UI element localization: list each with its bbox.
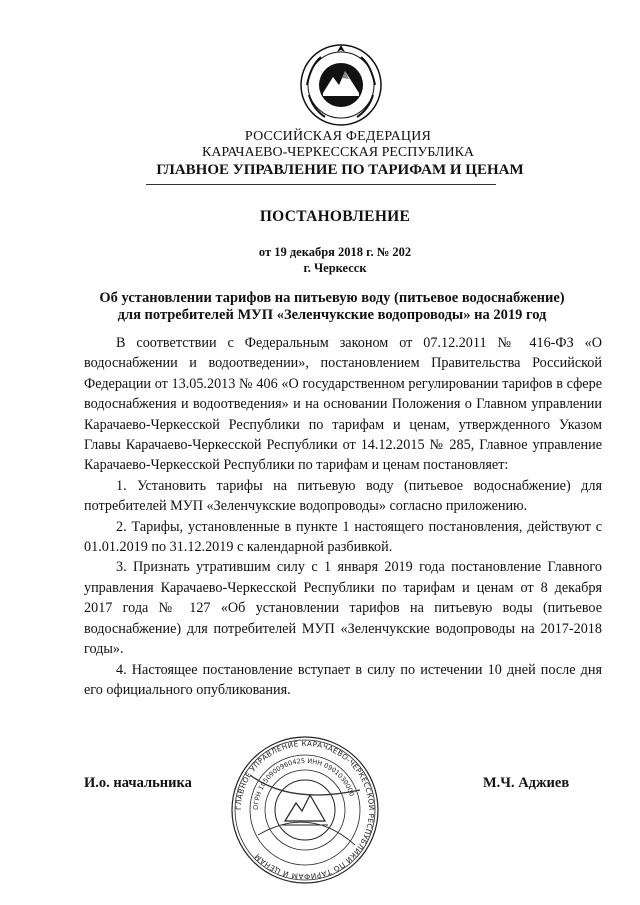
document-body — [84, 333, 602, 700]
coat-of-arms-icon — [299, 43, 383, 127]
item-4-paragraph: 4. Настоящее постановление вступает в силу по истечении 10 дней после дня его официального опубликования. — [84, 661, 602, 698]
stamp-inner-text: ОГРН 1050900960425 ИНН 0901030000 — [251, 756, 356, 811]
signatory-position: И.о. начальника — [84, 775, 192, 791]
document-type: ПОСТАНОВЛЕНИЕ — [259, 208, 411, 225]
header-divider — [146, 184, 496, 185]
header-republic: КАРАЧАЕВО-ЧЕРКЕССКАЯ РЕСПУБЛИКА — [201, 145, 475, 160]
header-agency: ГЛАВНОЕ УПРАВЛЕНИЕ ПО ТАРИФАМ И ЦЕНАМ — [156, 162, 524, 178]
subject-line-2: для потребителей МУП «Зеленчукские водопроводы» на 2019 год — [117, 307, 547, 323]
preamble-paragraph: В соответствии с Федеральным законом от 07.12.2011 № 416-ФЗ «О водоснабжении и водоотведении», постановлением Правительства Российской Федерации от 13.05.2013 № 406 «О государственном регулировании тарифов в сфере водоснабжения и водоотведения» и на основании Положения о Главном управлении Карачаево-Черкесской Республики по тарифам и ценам, утвержденного Указом Главы Карачаево-Черкесской Республики от 14.12.2015 № 285, Главное управление Карачаево-Черкесской Республики по тарифам и ценам постановляет: — [84, 335, 602, 474]
item-1-paragraph: 1. Установить тарифы на питьевую воду (питьевое водоснабжение) для потребителей МУП «Зеленчукские водопроводы» согласно приложению. — [84, 477, 602, 515]
subject-line-1: Об установлении тарифов на питьевую воду (питьевое водоснабжение) — [99, 290, 565, 306]
document-city: г. Черкесск — [303, 261, 367, 275]
item-2-paragraph: 2. Тарифы, установленные в пункте 1 настоящего постановления, действуют с 01.01.2019 по 31.12.2019 с календарной разбивкой. — [84, 518, 602, 556]
svg-text:ОГРН 1050900960425 ИНН 0901030 — [252, 757, 356, 810]
document-date-number: от 19 декабря 2018 г. № 202 — [258, 245, 412, 259]
document-subject — [12, 290, 640, 324]
stamp-outer-text: ГЛАВНОЕ УПРАВЛЕНИЕ КАРАЧАЕВО-ЧЕРКЕССКОЙ РЕСПУБЛИКИ ПО ТАРИФАМ И ЦЕНАМ — [233, 738, 377, 882]
signatory-name: М.Ч. Аджиев — [483, 775, 570, 791]
official-seal-stamp — [230, 735, 380, 885]
header-country: РОССИЙСКАЯ ФЕДЕРАЦИЯ — [244, 129, 432, 144]
item-3-paragraph: 3. Признать утратившим силу с 1 января 2019 года постановление Главного управления Карачаево-Черкесской Республики по тарифам и ценам от 8 декабря 2017 года № 127 «Об установлении тарифов на питьевую воды (питьевое водоснабжение) для потребителей МУП «Зеленчукские водопроводы на 2017-2018 годы». — [84, 559, 602, 658]
